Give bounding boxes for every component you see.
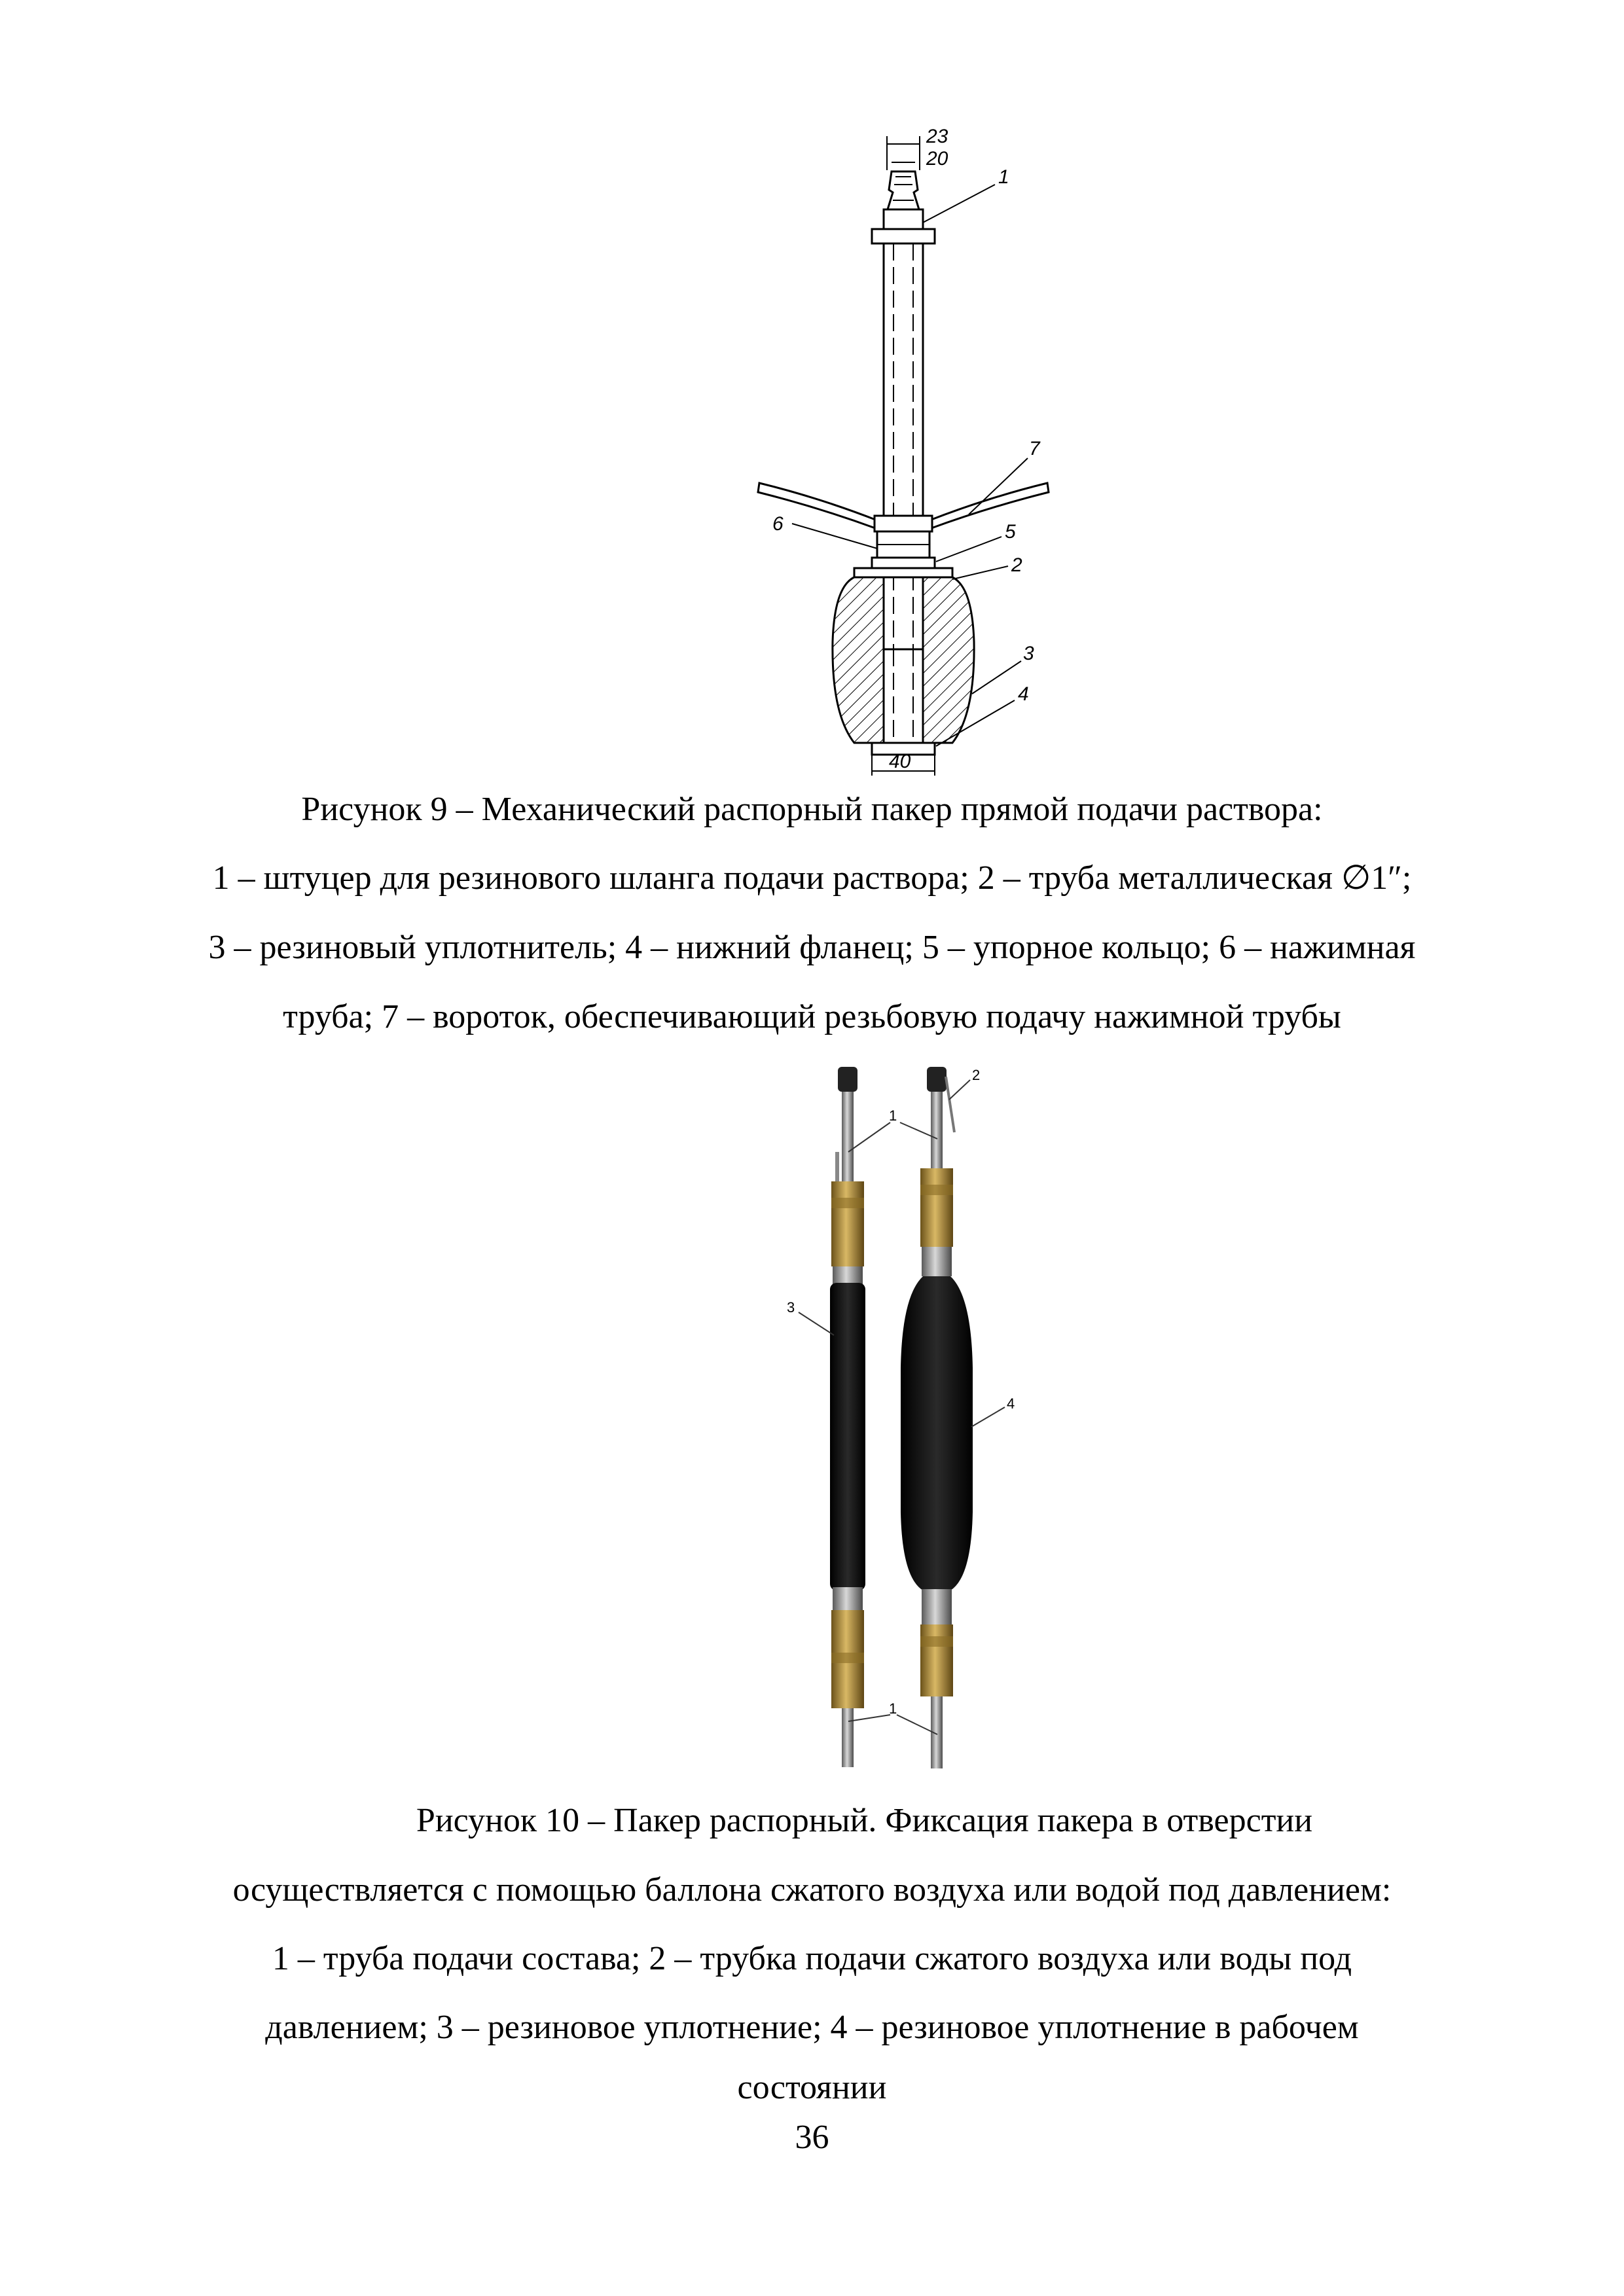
dim-bottom: 40: [889, 751, 911, 772]
label-4: 4: [1018, 683, 1029, 705]
figure-10-caption-line-4: давлением; 3 – резиновое уплотнение; 4 – резиновое уплотнение в рабочем: [265, 2009, 1359, 2046]
photo-label-4: 4: [1007, 1395, 1015, 1412]
photo-label-2: 2: [972, 1067, 981, 1083]
dim-top-outer: 23: [926, 126, 948, 147]
figure-9-caption-line-3: 3 – резиновый уплотнитель; 4 – нижний фланец; 5 – упорное кольцо; 6 – нажимная: [208, 929, 1416, 966]
packer-right: [901, 1067, 973, 1768]
figure-10-photo: [785, 1060, 1074, 1780]
photo-label-1-bottom: 1: [889, 1700, 897, 1717]
figure-10-caption-line-1: Рисунок 10 – Пакер распорный. Фиксация пакера в отверстии: [416, 1802, 1313, 1839]
photo-label-1-top: 1: [889, 1107, 897, 1124]
figure-9-caption-line-1: Рисунок 9 – Механический распорный пакер прямой подачи раствора:: [301, 791, 1323, 828]
photo-label-3: 3: [787, 1299, 795, 1316]
figure-9-caption-line-2: 1 – штуцер для резинового шланга подачи раствора; 2 – труба металлическая ∅1″;: [212, 859, 1412, 897]
label-3: 3: [1023, 643, 1034, 664]
figure-9-drawing: [720, 124, 1060, 779]
label-2: 2: [1011, 554, 1022, 576]
packer-left: [830, 1067, 865, 1767]
dim-top-inner: 20: [926, 148, 948, 170]
figure-9-caption-line-4: труба; 7 – вороток, обеспечивающий резьбовую подачу нажимной трубы: [283, 998, 1341, 1035]
figure-10-caption-line-5: состоянии: [737, 2069, 887, 2106]
figure-10-caption-line-2: осуществляется с помощью баллона сжатого воздуха или водой под давлением:: [232, 1871, 1392, 1909]
label-1: 1: [998, 166, 1009, 188]
figure-10-caption-line-3: 1 – труба подачи состава; 2 – трубка подачи сжатого воздуха или воды под: [272, 1940, 1352, 1977]
label-5: 5: [1005, 521, 1016, 543]
label-7: 7: [1029, 438, 1040, 459]
page-number: 36: [795, 2119, 829, 2156]
label-6: 6: [772, 513, 784, 535]
